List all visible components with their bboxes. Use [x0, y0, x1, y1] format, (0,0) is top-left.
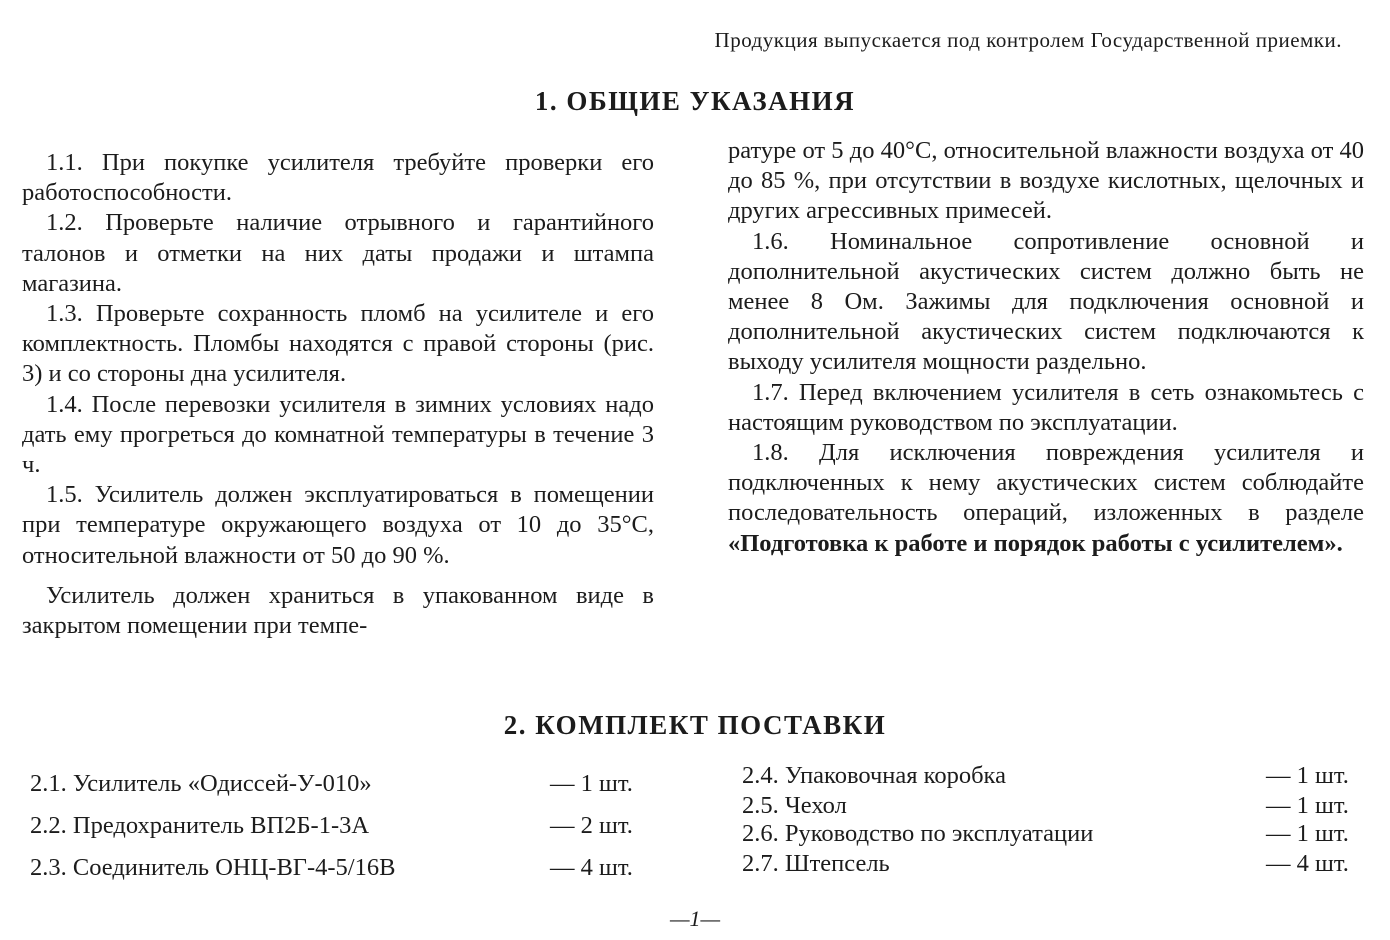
delivery-item-label: 2.7. Штепсель	[742, 850, 890, 877]
delivery-item-qty: — 1 шт.	[550, 770, 633, 797]
delivery-item-label: 2.1. Усилитель «Одиссей-У-010»	[30, 770, 372, 797]
section-title-delivery-set: 2. КОМПЛЕКТ ПОСТАВКИ	[503, 710, 887, 740]
paragraph-1-4: 1.4. После перевозки усилителя в зимних условиях надо дать ему прогреться до комнатной температуры в течение 3 ч.	[22, 390, 654, 479]
delivery-item-label: 2.2. Предохранитель ВП2Б-1-3А	[30, 812, 370, 839]
delivery-item-qty: — 1 шт.	[1266, 820, 1349, 847]
paragraph-1-8-section-ref: «Подготовка к работе и порядок работы с усилителем».	[728, 529, 1343, 557]
paragraph-1-8-text: 1.8. Для исключения повреждения усилителя и подключенных к нему акустических систем соблюдайте последовательность операций, изложенных в разделе	[728, 439, 1364, 527]
page-number: —1—	[669, 906, 721, 931]
paragraph-1-6: 1.6. Номинальное сопротивление основной и дополнительной акустических систем должно быть не менее 8 Ом. Зажимы для подключения основной и дополнительной акустических систем подключаются к выходу усилителя мощности раздельно.	[728, 227, 1364, 376]
delivery-item-label: 2.5. Чехол	[742, 792, 847, 819]
general-column-left	[22, 148, 654, 641]
delivery-item-qty: — 1 шт.	[1266, 792, 1349, 819]
paragraph-1-5: 1.5. Усилитель должен эксплуатироваться в помещении при температуре окружающего воздуха от 10 до 35°C, относительной влажности от 50 до 90 %.	[22, 481, 654, 569]
paragraph-1-2: 1.2. Проверьте наличие отрывного и гарантийного талонов и отметки на них даты продажи и штампа магазина.	[22, 209, 654, 297]
delivery-list-left	[30, 764, 690, 894]
delivery-list-right	[742, 758, 1382, 888]
delivery-item-qty: — 1 шт.	[1266, 762, 1349, 789]
delivery-item-label: 2.4. Упаковочная коробка	[742, 762, 1006, 789]
general-column-right	[728, 136, 1364, 559]
header-note: Продукция выпускается под контролем Государственной приемки.	[714, 28, 1342, 52]
delivery-item-qty: — 4 шт.	[550, 854, 633, 881]
paragraph-1-8	[728, 438, 1364, 559]
section-title-general: 1. ОБЩИЕ УКАЗАНИЯ	[534, 86, 856, 116]
delivery-item-label: 2.3. Соединитель ОНЦ-ВГ-4-5/16В	[30, 854, 396, 881]
paragraph-1-1: 1.1. При покупке усилителя требуйте проверки его работоспособности.	[22, 149, 654, 207]
delivery-item-qty: — 2 шт.	[550, 812, 633, 839]
delivery-item-label: 2.6. Руководство по эксплуатации	[742, 820, 1094, 847]
paragraph-1-7: 1.7. Перед включением усилителя в сеть ознакомьтесь с настоящим руководством по эксплуатации.	[728, 378, 1364, 436]
paragraph-storage: Усилитель должен храниться в упакованном виде в закрытом помещении при темпе-	[22, 581, 654, 640]
paragraph-1-3: 1.3. Проверьте сохранность пломб на усилителе и его комплектность. Пломбы находятся с правой стороны (рис. 3) и со стороны дна усилителя.	[22, 300, 654, 388]
paragraph-storage-continued: ратуре от 5 до 40°C, относительной влажности воздуха от 40 до 85 %, при отсутствии в воздухе кислотных, щелочных и других агрессивных примесей.	[728, 137, 1364, 225]
delivery-item-qty: — 4 шт.	[1266, 850, 1349, 877]
